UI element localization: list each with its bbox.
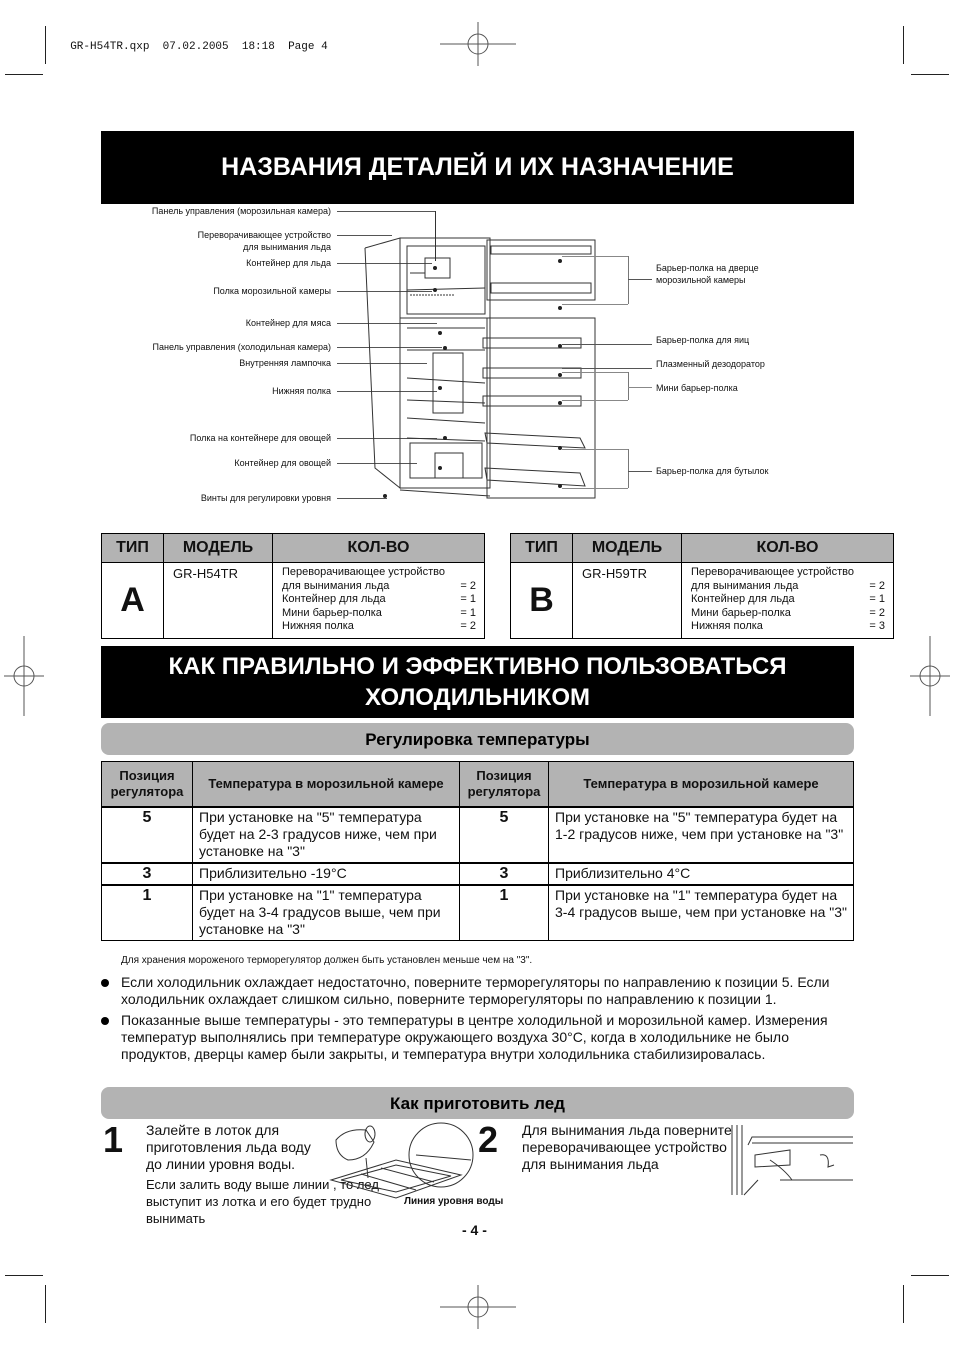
type-table-b: [510, 533, 894, 639]
position-value: 1: [102, 885, 193, 941]
label-ice-bin: Контейнер для льда: [246, 258, 331, 268]
section-title-line2: ХОЛОДИЛЬНИКОМ: [365, 684, 590, 711]
temp-description: При установке на "1" температура будет на 3-4 градусов выше, чем при установке на "3": [549, 885, 854, 941]
label-vegetable-container: Контейнер для овощей: [234, 458, 331, 468]
position-value: 3: [102, 863, 193, 885]
type-table-a: [101, 533, 485, 639]
leader-line: [562, 368, 652, 369]
qty-row: [282, 607, 476, 621]
type-letter: B: [511, 563, 573, 639]
qty-value: = 1: [460, 606, 476, 619]
leader-line: [628, 471, 652, 472]
qty-row: [282, 566, 476, 580]
qty-value: = 1: [869, 593, 885, 605]
header-model: МОДЕЛЬ: [164, 534, 273, 563]
registration-mark-icon: [440, 1285, 516, 1329]
parts-section-title: [101, 131, 854, 204]
label-freezer-door-bar-1: Барьер-полка на дверце: [656, 263, 759, 273]
label-bottle-bar: Барьер-полка для бутылок: [656, 466, 769, 476]
label-plasma-deodorizer: Плазменный дезодоратор: [656, 359, 765, 369]
label-mini-bar: Мини барьер-полка: [656, 383, 738, 393]
header-position-right: Позиция регулятора: [460, 762, 549, 808]
bullet-icon: [101, 1017, 109, 1025]
qty-value: = 2: [869, 579, 885, 592]
label-freezer-control-panel: Панель управления (морозильная камера): [151, 206, 331, 216]
label-freezer-door-bar-2: морозильной камеры: [656, 275, 746, 285]
label-egg-bar: Барьер-полка для яиц: [656, 335, 750, 345]
qty-value: = 3: [869, 620, 885, 632]
header-position-left: Позиция регулятора: [102, 762, 193, 808]
ice-subheading: Как приготовить лед: [101, 1087, 854, 1119]
header-type: ТИП: [102, 534, 164, 563]
qty-row: [691, 607, 885, 621]
qty-row: [691, 566, 885, 580]
qty-name: для вынимания льда: [691, 579, 799, 592]
qty-value: = 2: [460, 579, 476, 592]
qty-name: Переворачивающее устройство: [691, 566, 854, 578]
crop-mark: [5, 1275, 43, 1276]
label-vegetable-shelf: Полка на контейнере для овощей: [189, 433, 331, 443]
usage-section-title: [101, 646, 854, 718]
print-page: Page 4: [288, 41, 328, 53]
qty-row: [691, 580, 885, 594]
print-time: 18:18: [241, 41, 275, 53]
temperature-table: [101, 761, 854, 941]
leader-line: [562, 449, 628, 450]
bracket: [628, 372, 629, 400]
label-meat-container: Контейнер для мяса: [245, 318, 331, 328]
step-text: Залейте в лоток для приготовления льда воду до линии уровня воды.: [146, 1122, 311, 1172]
ice-tray-illustration: [326, 1119, 499, 1200]
position-value: 5: [102, 807, 193, 863]
bracket: [628, 256, 629, 304]
qty-value: = 2: [460, 620, 476, 632]
qty-value: = 2: [869, 606, 885, 619]
bracket: [628, 449, 629, 488]
header-qty: КОЛ-ВО: [273, 534, 485, 563]
bullet-text: Показанные выше температуры - это температуры в центре холодильной и морозильной камер. Измерения температур выполнялись при температуре окружающего воздуха 30°C, когда в холодильнике не было продуктов, дверцы камер были закрыты, и температура внутри холодильника стабилизировалась.: [121, 1012, 828, 1062]
bullet-item: [101, 974, 861, 1008]
bullet-item: [101, 1012, 861, 1063]
leader-line: [628, 279, 652, 280]
section-title-line1: КАК ПРАВИЛЬНО И ЭФФЕКТИВНО ПОЛЬЗОВАТЬСЯ: [168, 653, 787, 680]
refrigerator-illustration: [355, 228, 630, 503]
qty-row: [691, 620, 885, 634]
type-letter: A: [102, 563, 164, 639]
position-value: 3: [460, 863, 549, 885]
header-model: МОДЕЛЬ: [573, 534, 682, 563]
label-leveling-screws: Винты для регулировки уровня: [200, 493, 331, 503]
leader-line: [562, 488, 628, 489]
crop-mark: [903, 26, 904, 64]
model-name: GR-H59TR: [573, 563, 682, 639]
qty-name: Мини барьер-полка: [691, 606, 791, 619]
step-number: 2: [478, 1119, 499, 1160]
temp-description: Приблизительно 4°C: [549, 863, 854, 885]
model-name: GR-H54TR: [164, 563, 273, 639]
qty-value: = 1: [460, 593, 476, 605]
position-value: 5: [460, 807, 549, 863]
bullet-text: Если холодильник охлаждает недостаточно, поверните терморегуляторы по направлению к позиции 5. Если холодильник охлаждает слишком сильно, поверните терморегуляторы по направлению к позиции 1.: [121, 974, 830, 1007]
qty-row: [691, 593, 885, 607]
qty-name: Нижняя полка: [691, 620, 763, 632]
ice-cream-note: Для хранения мороженого терморегулятор должен быть установлен меньше чем на "3".: [121, 955, 533, 966]
step-subtext: Если залить воду выше линии , то лед выступит из лотка и его будет трудно вынимать: [146, 1177, 379, 1226]
qty-name: Переворачивающее устройство: [282, 566, 445, 578]
crop-mark: [903, 1285, 904, 1323]
temp-description: При установке на "5" температура будет на 1-2 градусов ниже, чем при установке на "3": [549, 807, 854, 863]
step-number: 1: [103, 1119, 124, 1160]
header-temp-right: Температура в морозильной камере: [549, 762, 854, 808]
page-title: НАЗВАНИЯ ДЕТАЛЕЙ И ИХ НАЗНАЧЕНИЕ: [221, 153, 734, 181]
step-text: Для вынимания льда поверните переворачивающее устройство для вынимания льда: [522, 1122, 732, 1172]
temp-description: Приблизительно -19°C: [193, 863, 460, 885]
registration-mark-icon: [910, 636, 950, 716]
label-ice-twister-1: Переворачивающее устройство: [197, 230, 331, 240]
registration-mark-icon: [440, 22, 516, 66]
qty-name: Мини барьер-полка: [282, 606, 382, 619]
label-inner-lamp: Внутренняя лампочка: [239, 358, 331, 368]
qty-row: [282, 580, 476, 594]
temp-description: При установке на "1" температура будет на 3-4 градусов выше, чем при установке на "3": [193, 885, 460, 941]
crop-mark: [911, 74, 949, 75]
qty-row: [282, 620, 476, 634]
label-freezer-shelf: Полка морозильной камеры: [213, 286, 331, 296]
label-ice-twister-2: для вынимания льда: [243, 242, 331, 252]
leader-line: [337, 211, 435, 212]
crop-mark: [5, 74, 43, 75]
qty-row: [282, 593, 476, 607]
leader-line: [562, 256, 628, 257]
crop-mark: [45, 1285, 46, 1323]
header-temp-left: Температура в морозильной камере: [193, 762, 460, 808]
qty-name: для вынимания льда: [282, 579, 390, 592]
qty-name: Контейнер для льда: [691, 593, 795, 605]
leader-line: [562, 304, 628, 305]
registration-mark-icon: [4, 636, 44, 716]
page-number: - 4 -: [462, 1222, 487, 1238]
header-type: ТИП: [511, 534, 573, 563]
qty-name: Контейнер для льда: [282, 593, 386, 605]
print-date: 07.02.2005: [162, 41, 229, 53]
crop-mark: [45, 26, 46, 64]
temperature-subheading: Регулировка температуры: [101, 723, 854, 755]
header-qty: КОЛ-ВО: [682, 534, 894, 563]
file-name: GR-H54TR.qxp: [70, 41, 150, 53]
label-bottom-shelf: Нижняя полка: [272, 386, 331, 396]
table-row: [102, 807, 854, 863]
leader-line: [562, 344, 652, 345]
qty-name: Нижняя полка: [282, 620, 354, 632]
table-row: [102, 863, 854, 885]
water-level-caption: Линия уровня воды: [404, 1196, 504, 1207]
leader-line: [562, 400, 628, 401]
crop-mark: [911, 1275, 949, 1276]
bullet-icon: [101, 979, 109, 987]
leader-line: [562, 372, 628, 373]
label-fridge-control-panel: Панель управления (холодильная камера): [152, 342, 331, 352]
qty-list: [682, 563, 894, 639]
ice-twist-illustration: [730, 1125, 855, 1197]
leader-line: [628, 387, 652, 388]
table-row: [102, 885, 854, 941]
position-value: 1: [460, 885, 549, 941]
temp-description: При установке на "5" температура будет на 2-3 градусов ниже, чем при установке на "3": [193, 807, 460, 863]
qty-list: [273, 563, 485, 639]
print-header: [57, 29, 328, 53]
